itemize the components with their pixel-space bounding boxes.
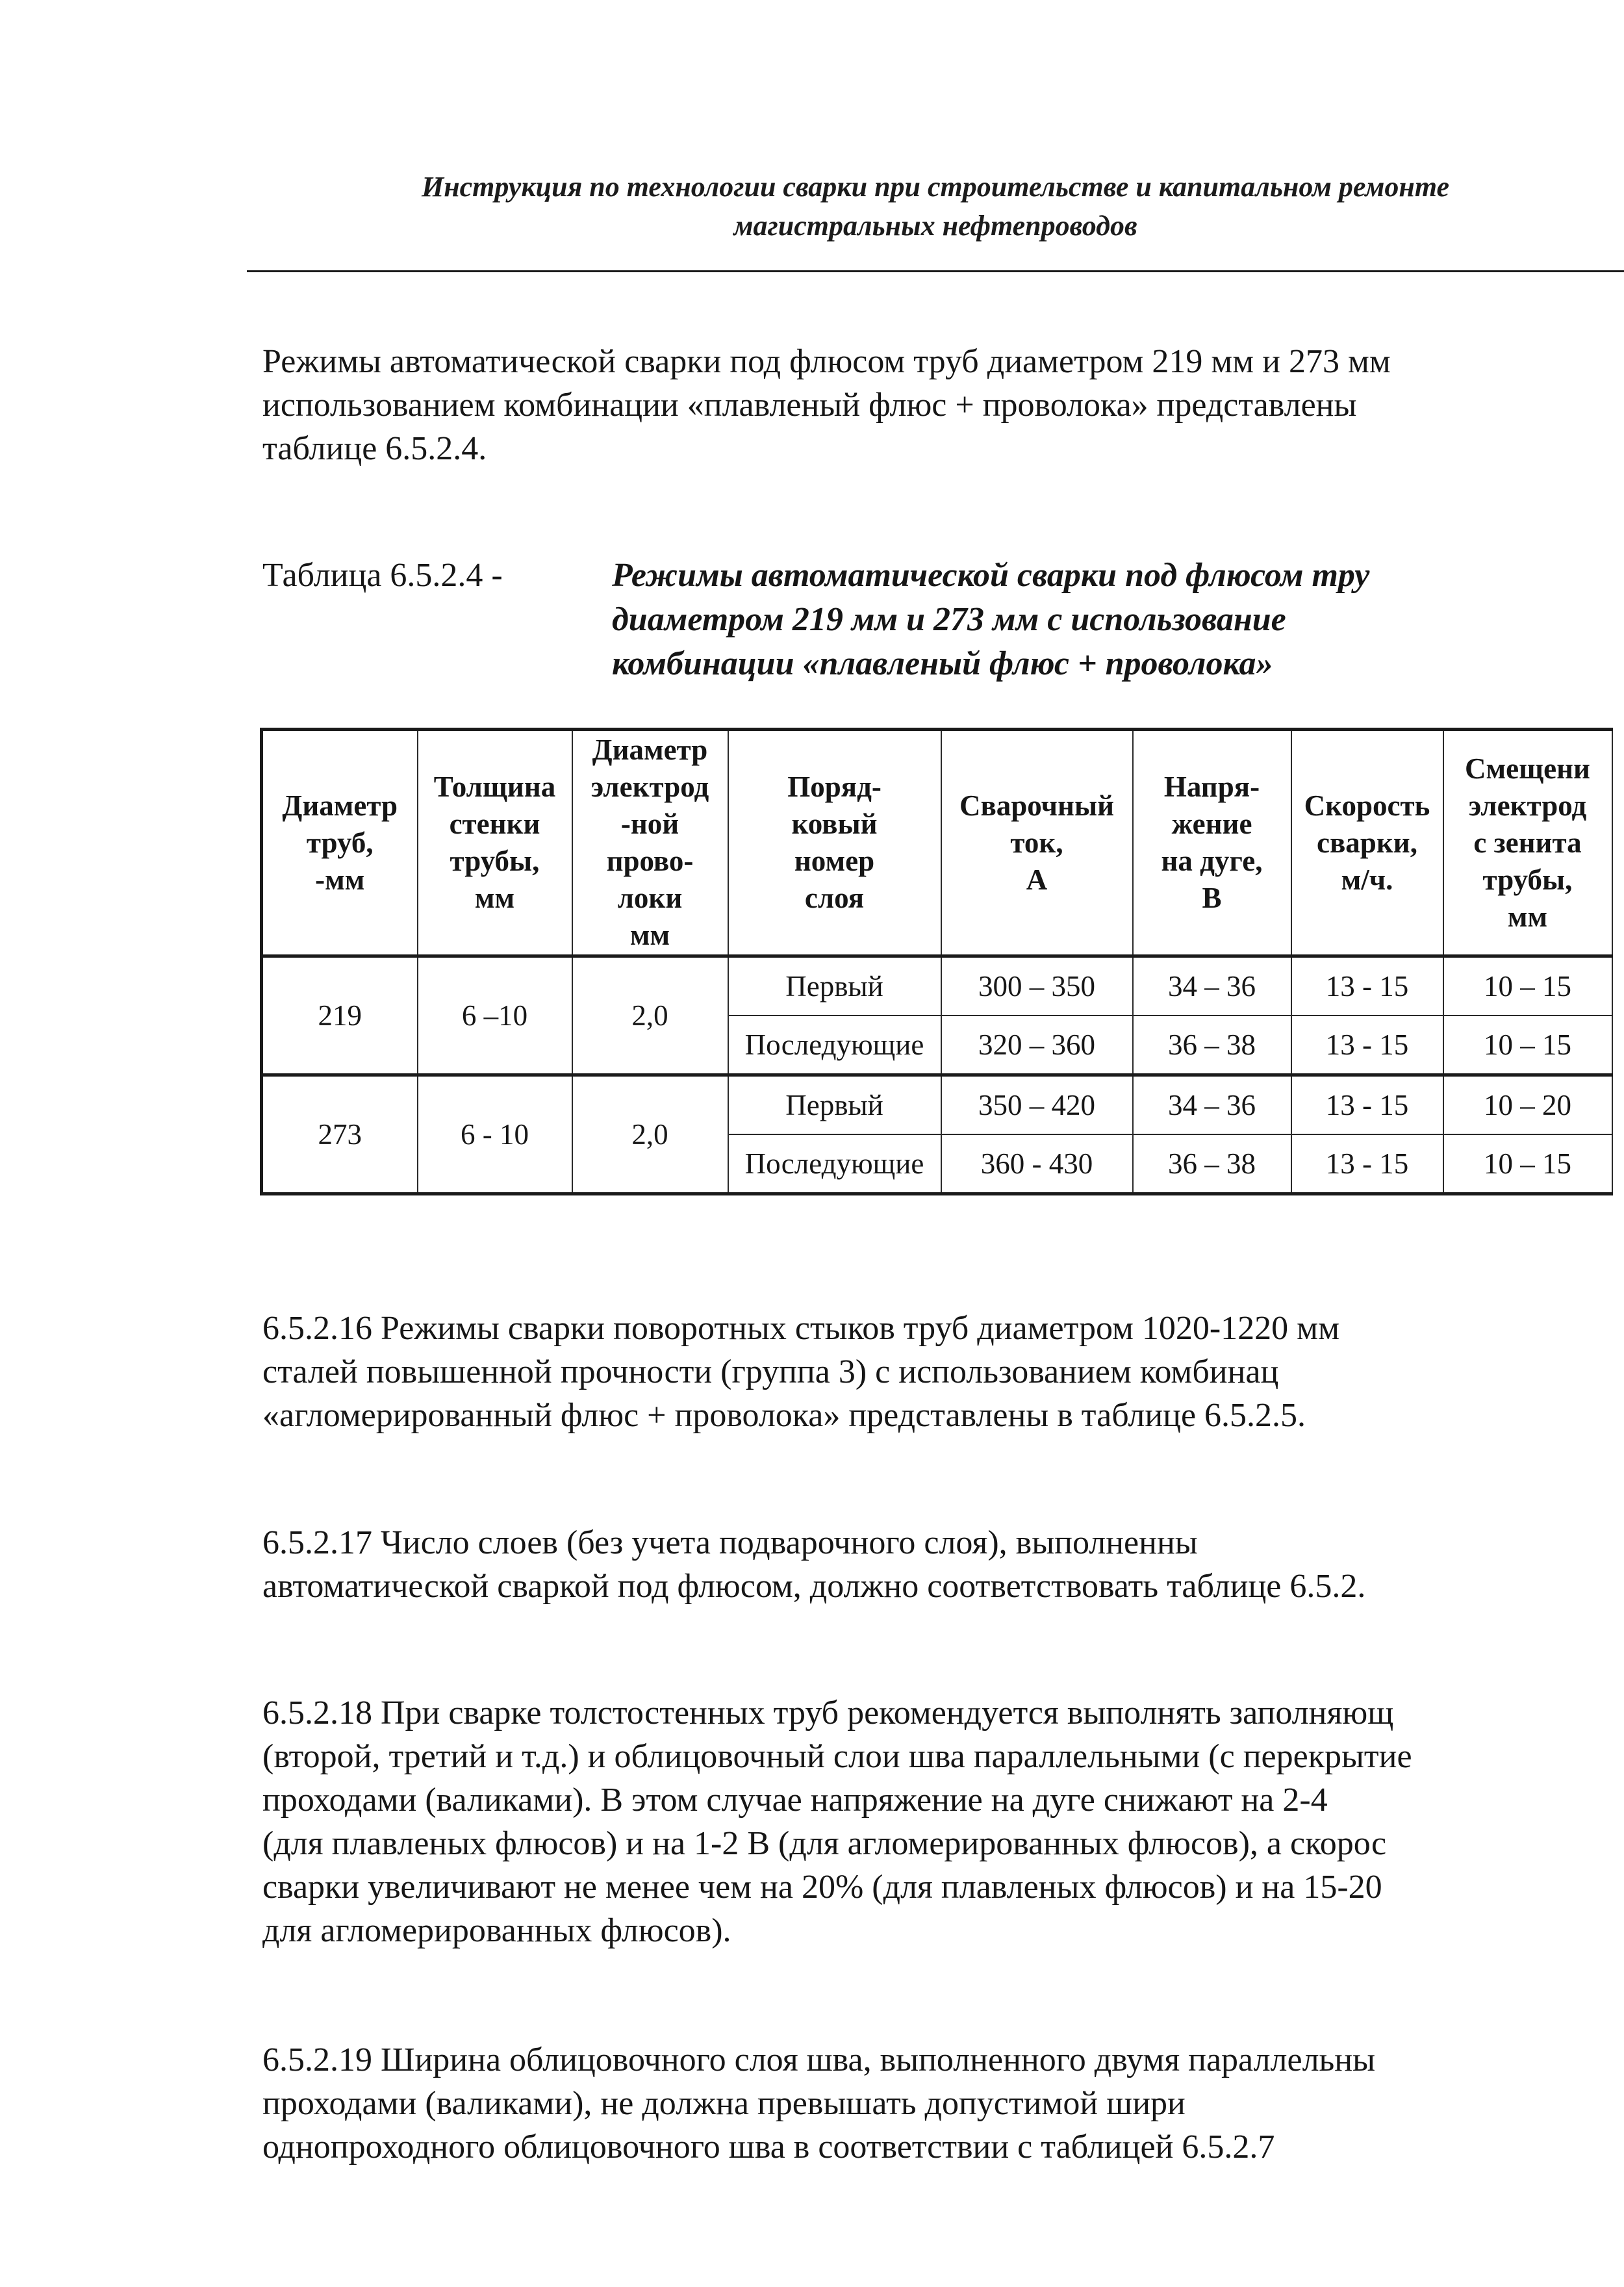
cell-voltage: 36 – 38 bbox=[1133, 1134, 1291, 1194]
p16-line-1: 6.5.2.16 Режимы сварки поворотных стыков труб диаметром 1020-1220 мм bbox=[262, 1310, 1339, 1347]
table-title-line-1: Режимы автоматической сварки под флюсом тру bbox=[612, 557, 1370, 594]
cell-current: 350 – 420 bbox=[941, 1075, 1133, 1135]
cell-current: 300 – 350 bbox=[941, 956, 1133, 1016]
header-line-2: магистральных нефтепроводов bbox=[733, 210, 1137, 242]
th-electrode-offset: Смещени электрод с зенита трубы, мм bbox=[1443, 730, 1612, 956]
intro-line-3: таблице 6.5.2.4. bbox=[262, 430, 487, 467]
cell-diameter: 219 bbox=[262, 956, 418, 1075]
cell-voltage: 34 – 36 bbox=[1133, 1075, 1291, 1135]
p19-line-1: 6.5.2.19 Ширина облицовочного слоя шва, выполненного двумя параллельны bbox=[262, 2041, 1376, 2078]
cell-speed: 13 - 15 bbox=[1291, 1134, 1443, 1194]
paragraph-6-5-2-19 bbox=[262, 2038, 1624, 2169]
paragraph-6-5-2-18 bbox=[262, 1691, 1624, 1952]
cell-layer: Последующие bbox=[728, 1016, 941, 1075]
th-welding-current: Сварочный ток, А bbox=[941, 730, 1133, 956]
cell-wire: 2,0 bbox=[572, 956, 728, 1075]
cell-offset: 10 – 15 bbox=[1443, 956, 1612, 1016]
p18-line-3: проходами (валиками). В этом случае напряжение на дуге снижают на 2-4 bbox=[262, 1782, 1328, 1819]
header-line-1: Инструкция по технологии сварки при строительстве и капитальном ремонте bbox=[421, 171, 1450, 203]
cell-current: 360 - 430 bbox=[941, 1134, 1133, 1194]
th-wire-diameter: Диаметр электрод -ной прово- локи мм bbox=[572, 730, 728, 956]
cell-offset: 10 – 15 bbox=[1443, 1134, 1612, 1194]
cell-layer: Последующие bbox=[728, 1134, 941, 1194]
table-row bbox=[262, 1075, 1612, 1135]
table-row bbox=[262, 956, 1612, 1016]
th-arc-voltage: Напря- жение на дуге, В bbox=[1133, 730, 1291, 956]
paragraph-6-5-2-16 bbox=[262, 1307, 1624, 1437]
cell-speed: 13 - 15 bbox=[1291, 1016, 1443, 1075]
th-layer-number: Поряд- ковый номер слоя bbox=[728, 730, 941, 956]
p17-line-1: 6.5.2.17 Число слоев (без учета подварочного слоя), выполненны bbox=[262, 1524, 1198, 1561]
th-welding-speed: Скорость сварки, м/ч. bbox=[1291, 730, 1443, 956]
cell-layer: Первый bbox=[728, 956, 941, 1016]
table-title bbox=[612, 554, 1369, 686]
cell-offset: 10 – 15 bbox=[1443, 1016, 1612, 1075]
paragraph-6-5-2-17 bbox=[262, 1521, 1624, 1608]
cell-current: 320 – 360 bbox=[941, 1016, 1133, 1075]
cell-voltage: 36 – 38 bbox=[1133, 1016, 1291, 1075]
cell-wire: 2,0 bbox=[572, 1075, 728, 1194]
page-header bbox=[247, 168, 1624, 246]
table-number: Таблица 6.5.2.4 - bbox=[262, 557, 503, 594]
intro-line-2: использованием комбинации «плавленый флюс + проволока» представлены bbox=[262, 387, 1357, 424]
cell-speed: 13 - 15 bbox=[1291, 956, 1443, 1016]
table-title-line-3: комбинации «плавленый флюс + проволока» bbox=[612, 645, 1273, 682]
p18-line-5: сварки увеличивают не менее чем на 20% (для плавленых флюсов) и на 15-20 bbox=[262, 1869, 1382, 1906]
cell-layer: Первый bbox=[728, 1075, 941, 1135]
th-pipe-diameter: Диаметр труб, -мм bbox=[262, 730, 418, 956]
p18-line-4: (для плавленых флюсов) и на 1-2 В (для агломерированных флюсов), а скорос bbox=[262, 1825, 1387, 1862]
p19-line-3: однопроходного облицовочного шва в соответствии с таблицей 6.5.2.7 bbox=[262, 2128, 1275, 2166]
p16-line-2: сталей повышенной прочности (группа 3) с использованием комбинац bbox=[262, 1353, 1279, 1390]
cell-wall: 6 - 10 bbox=[418, 1075, 572, 1194]
th-wall-thickness: Толщина стенки трубы, мм bbox=[418, 730, 572, 956]
p19-line-2: проходами (валиками), не должна превышать допустимой шири bbox=[262, 2085, 1186, 2122]
cell-speed: 13 - 15 bbox=[1291, 1075, 1443, 1135]
p18-line-1: 6.5.2.18 При сварке толстостенных труб рекомендуется выполнять заполняющ bbox=[262, 1694, 1394, 1731]
cell-diameter: 273 bbox=[262, 1075, 418, 1194]
table-caption bbox=[262, 554, 1370, 682]
table-viewport bbox=[260, 728, 1624, 1195]
p18-line-6: для агломерированных флюсов). bbox=[262, 1912, 731, 1949]
p16-line-3: «агломерированный флюс + проволока» представлены в таблице 6.5.2.5. bbox=[262, 1397, 1306, 1434]
intro-line-1: Режимы автоматической сварки под флюсом труб диаметром 219 мм и 273 мм bbox=[262, 343, 1391, 380]
intro-paragraph bbox=[262, 340, 1624, 470]
cell-wall: 6 –10 bbox=[418, 956, 572, 1075]
cell-voltage: 34 – 36 bbox=[1133, 956, 1291, 1016]
p17-line-2: автоматической сваркой под флюсом, должно соответствовать таблице 6.5.2. bbox=[262, 1568, 1366, 1605]
header-divider bbox=[247, 270, 1624, 272]
welding-modes-table bbox=[260, 728, 1613, 1195]
p18-line-2: (второй, третий и т.д.) и облицовочный слои шва параллельными (с перекрытие bbox=[262, 1738, 1412, 1775]
table-title-line-2: диаметром 219 мм и 273 мм с использование bbox=[612, 601, 1286, 638]
table-header-row bbox=[262, 730, 1612, 956]
cell-offset: 10 – 20 bbox=[1443, 1075, 1612, 1135]
